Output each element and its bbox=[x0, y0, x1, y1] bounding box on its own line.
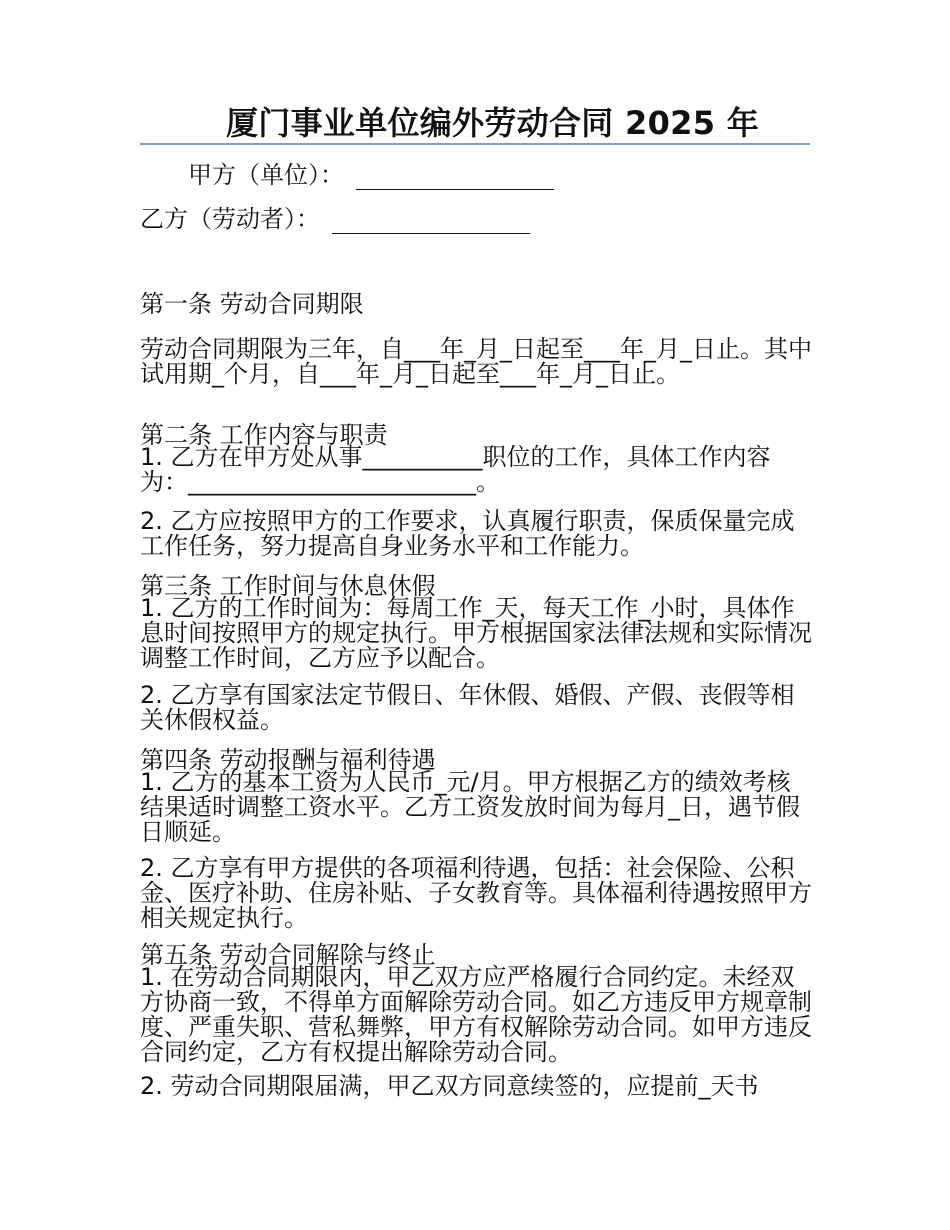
party-a-label: 甲方（单位）： bbox=[188, 161, 344, 189]
party-b-label: 乙方（劳动者）： bbox=[140, 205, 320, 233]
section-4-heading: 第四条 劳动报酬与福利待遇 bbox=[140, 746, 436, 774]
section-2-paragraph-2: 2. 乙方应按照甲方的工作要求，认真履行职责，保质保量完成工作任务，努力提高自身业务水平和工作能力。 bbox=[140, 507, 795, 560]
section-2-paragraph-1: 1. 乙方在甲方处从事__________职位的工作，具体工作内容为：________________________。 bbox=[140, 443, 771, 496]
document-title: 厦门事业单位编外劳动合同 2025 年 bbox=[226, 104, 760, 142]
section-5-heading: 第五条 劳动合同解除与终止 bbox=[140, 941, 436, 969]
section-5-paragraph-1: 1. 在劳动合同期限内，甲乙双方应严格履行合同约定。未经双方协商一致，不得单方面解除劳动合同。如乙方违反甲方规章制度、严重失职、营私舞弊，甲方有权解除劳动合同。如甲方违反合同约定，乙方有权提出解除劳动合同。 bbox=[140, 963, 812, 1066]
section-5-paragraph-2: 2. 劳动合同期限届满，甲乙双方同意续签的，应提前_天书 bbox=[140, 1072, 759, 1100]
party-a-field bbox=[188, 160, 554, 190]
section-3-heading: 第三条 工作时间与休息休假 bbox=[140, 572, 436, 600]
section-1-heading: 第一条 劳动合同期限 bbox=[140, 290, 364, 318]
section-4-paragraph-1: 1. 乙方的基本工资为人民币_元/月。甲方根据乙方的绩效考核结果适时调整工资水平。乙方工资发放时间为每月_日，遇节假日顺延。 bbox=[140, 768, 800, 846]
section-2-heading: 第二条 工作内容与职责 bbox=[140, 421, 388, 449]
document-title-bar bbox=[140, 103, 810, 145]
section-4-paragraph-2: 2. 乙方享有甲方提供的各项福利待遇，包括：社会保险、公积金、医疗补助、住房补贴、子女教育等。具体福利待遇按照甲方相关规定执行。 bbox=[140, 854, 812, 932]
section-1-paragraph-1: 劳动合同期限为三年，自___年_月_日起至___年_月_日止。其中试用期_个月，自___年_月_日起至___年_月_日止。 bbox=[140, 335, 812, 388]
section-3-paragraph-1: 1. 乙方的工作时间为：每周工作_天，每天工作_小时，具体作息时间按照甲方的规定执行。甲方根据国家法律法规和实际情况调整工作时间，乙方应予以配合。 bbox=[140, 594, 812, 672]
party-a-blank bbox=[356, 167, 554, 190]
party-b-field bbox=[140, 204, 530, 234]
section-3-paragraph-2: 2. 乙方享有国家法定节假日、年休假、婚假、产假、丧假等相关休假权益。 bbox=[140, 681, 795, 734]
party-b-blank bbox=[332, 211, 530, 234]
